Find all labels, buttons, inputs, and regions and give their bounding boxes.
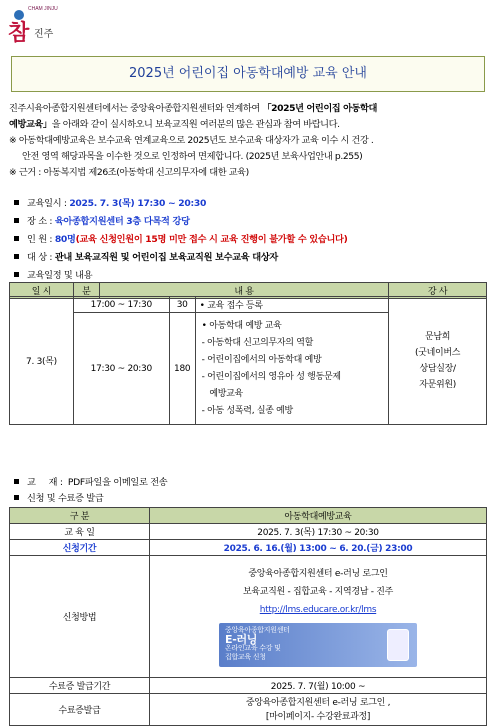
row2-content: • 아동학대 예방 교육 - 아동학대 신고의무자의 역할 - 어린이집에서의 아동학대 예방 - 어린이집에서의 영유아 성 행동문제 예방교육 - 아동 성폭력, 실종 예방 <box>195 313 389 425</box>
info-people: 인 원 : 80명(교육 신청인원이 15명 미만 접수 시 교육 진행이 불가할 수 있습니다) <box>14 231 348 245</box>
logo-sub-text: 진주 <box>34 29 54 40</box>
note-1a: ※ 아동학대예방교육은 보수교육 연계교육으로 2025년도 보수교육 대상자가 교육 이수 시 건강 . <box>9 135 374 146</box>
col-lecturer-header: 강 사 <box>389 283 487 299</box>
elearning-banner[interactable]: 중앙육아종합지원센터 E-러닝 온라인교육 수강 및 집합교육 신청 <box>219 623 417 667</box>
intro-line-1: 진주시육아종합지원센터에서는 중앙육아종합지원센터와 연계하여 「2025년 어린이집 아동학대 <box>9 103 377 114</box>
apply-row-period-key: 신청기간 <box>10 540 150 556</box>
logo-big-text: 참 <box>8 20 28 46</box>
material-line: 교 재 : PDF파일을 이메일로 전송 <box>14 474 167 488</box>
info-date: 교육일시 : 2025. 7. 3(목) 17:30 ~ 20:30 <box>14 195 206 209</box>
col-min-header: 분 <box>73 283 99 299</box>
apply-row-date-key: 교 육 일 <box>10 524 150 540</box>
apply-row-cert-period-key: 수료증 발급기간 <box>10 678 150 694</box>
row1-time: 17:00 ~ 17:30 <box>73 297 169 313</box>
apply-row-cert-value: 중앙육아종합지원센터 e-러닝 로그인 , [마이페이지- 수강완료과정] <box>150 694 487 726</box>
apply-row-cert-key: 수료증발급 <box>10 694 150 726</box>
row2-min: 180 <box>169 313 195 425</box>
note-1b: 안전 영역 해당과목을 이수한 것으로 인정하여 면제합니다. (2025년 보육사업안내 p.255) <box>22 151 363 162</box>
logo-small-text: CHAM JINJU <box>28 6 58 12</box>
info-target: 대 상 : 관내 보육교직원 및 어린이집 보육교직원 보수교육 대상자 <box>14 249 278 263</box>
info-schedule-label: 교육일정 및 내용 <box>14 267 92 281</box>
apply-label: 신청 및 수료증 발급 <box>14 490 103 504</box>
apply-row-cert-period-value: 2025. 7. 7(월) 10:00 ~ <box>150 678 487 694</box>
page-title: 2025년 어린이집 아동학대예방 교육 안내 <box>11 56 485 92</box>
apply-table <box>9 507 487 726</box>
apply-row-method-key: 신청방법 <box>10 556 150 678</box>
city-logo <box>8 6 62 50</box>
row1-min: 30 <box>169 297 195 313</box>
row2-time: 17:30 ~ 20:30 <box>73 313 169 425</box>
info-place: 장 소 : 육아종합지원센터 3층 다목적 강당 <box>14 213 190 227</box>
lms-link[interactable]: http://lms.educare.or.kr/lms <box>259 604 377 615</box>
apply-row-date-value: 2025. 7. 3(목) 17:30 ~ 20:30 <box>150 524 487 540</box>
col-date-header: 일 시 <box>10 283 74 299</box>
schedule-date: 7. 3(목) <box>10 297 74 425</box>
apply-row-period-value: 2025. 6. 16.(월) 13:00 ~ 6. 20.(금) 23:00 <box>150 540 487 556</box>
phone-icon <box>387 629 409 661</box>
col-content-header: 내 용 <box>99 283 388 299</box>
row1-content: • 교육 접수 등록 <box>195 297 389 313</box>
apply-row-method-value: 중앙육아종합지원센터 e-러닝 로그인 보육교직원 - 집합교육 - 지역경남 - 진주 http://lms.educare.or.kr/lms 중앙육아종합지원센터 E-러닝 온라인교육 수강 및 집합교육 신청 <box>150 556 487 678</box>
note-2: ※ 근거 : 아동복지법 제26조(아동학대 신고의무자에 대한 교육) <box>9 167 249 178</box>
apply-col-header-1: 구 분 <box>10 508 150 524</box>
schedule-body <box>9 296 487 425</box>
lecturer: 문남희 (굿네이버스 상담실장/ 자문위원) <box>389 297 487 425</box>
intro-line-2: 예방교육」을 아래와 같이 실시하오니 보육교직원 여러분의 많은 관심과 참여 바랍니다. <box>9 119 340 130</box>
apply-col-header-2: 아동학대예방교육 <box>150 508 487 524</box>
